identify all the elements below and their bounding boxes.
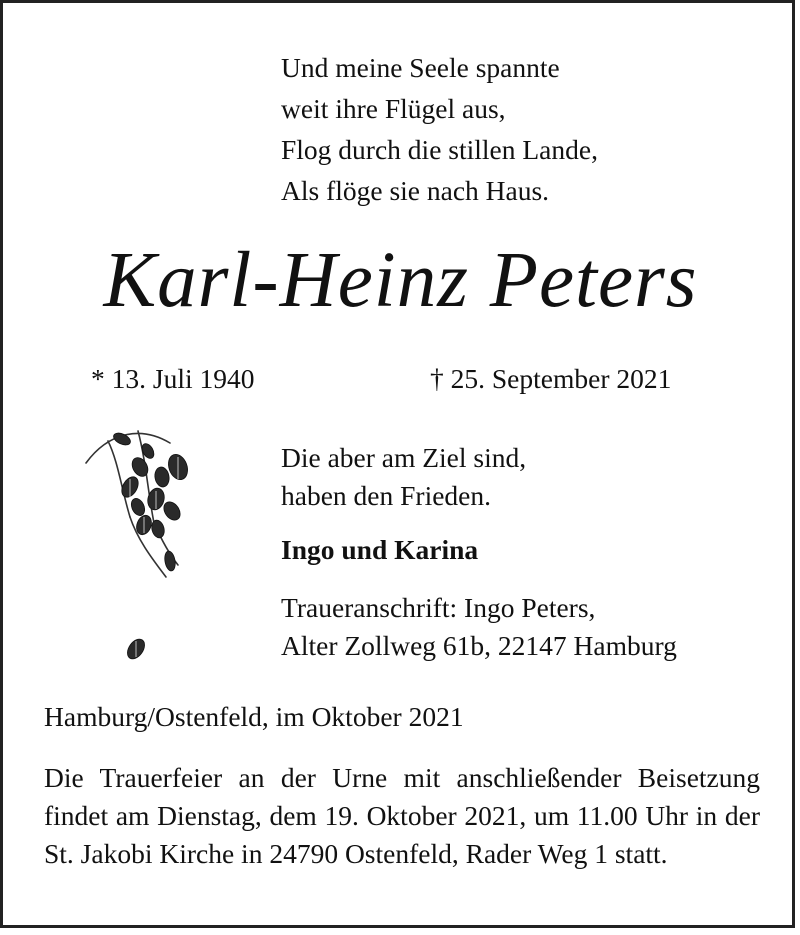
ceremony-notice: Die Trauerfeier an der Urne mit anschließender Beisetzung findet am Dienstag, dem 19. Oktober 2021, um 11.00 Uhr in der St. Jakobi Kirche in 24790 Ostenfeld, Rader Weg 1 statt.	[44, 762, 760, 869]
quote	[281, 439, 526, 515]
address-line: Traueranschrift: Ingo Peters,	[281, 592, 596, 623]
place-date: Hamburg/Ostenfeld, im Oktober 2021	[44, 701, 464, 732]
poem-line: weit ihre Flügel aus,	[281, 93, 506, 124]
poem	[281, 47, 598, 211]
survivors: Ingo und Karina	[281, 534, 479, 565]
birch-branch-icon	[78, 421, 208, 671]
quote-line: haben den Frieden.	[281, 480, 491, 511]
poem-line: Als flöge sie nach Haus.	[281, 175, 550, 206]
poem-line: Flog durch die stillen Lande,	[281, 134, 598, 165]
address-line: Alter Zollweg 61b, 22147 Hamburg	[281, 630, 677, 661]
mourning-address	[281, 589, 677, 665]
birth-date: * 13. Juli 1940	[91, 363, 255, 394]
poem-line: Und meine Seele spannte	[281, 52, 560, 83]
deceased-name: Karl-Heinz Peters	[103, 237, 698, 324]
quote-line: Die aber am Ziel sind,	[281, 442, 527, 473]
death-date: † 25. September 2021	[430, 363, 672, 394]
